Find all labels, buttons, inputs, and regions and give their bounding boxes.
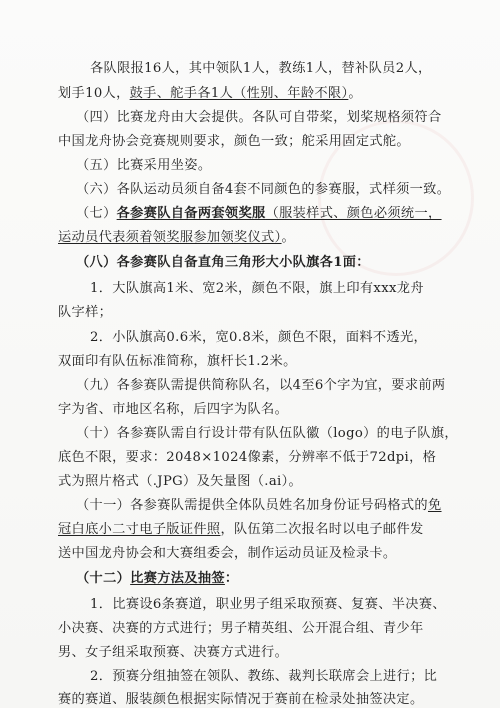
text-line: [58, 230, 295, 246]
section-11-line: [76, 498, 442, 514]
section-12-heading: [76, 571, 238, 587]
text-line: [58, 134, 410, 150]
text-line: [58, 86, 362, 102]
text-line: [58, 305, 112, 321]
underlined-text: 运动员代表须着领奖服参加领奖仪式）: [58, 230, 282, 245]
text-line: [58, 474, 302, 490]
line-text: 双面印有队伍标准简称，旗杆长1.2米。: [58, 354, 297, 369]
line-text: （六）各队运动员须自备4套不同颜色的参赛服，式样须一致。: [76, 182, 451, 197]
line-text: （八）: [76, 255, 117, 270]
line-text: 中国龙舟协会竞赛规则要求，颜色一致；舵采用固定式舵。: [58, 134, 410, 149]
line-text: 各队限报16人，其中领队1人，教练1人，替补队员2人，: [90, 61, 432, 76]
text-line: [58, 354, 297, 370]
underlined-text: 冠白底小二寸电子版证件照: [58, 522, 221, 537]
text-line: [90, 597, 446, 613]
section-9-line: [76, 378, 445, 394]
line-text: 式为照片格式（.JPG）及矢量图（.ai）。: [58, 474, 303, 489]
text-line: [90, 61, 432, 77]
line-text: 2．预赛分组抽签在领队、教练、裁判长联席会上进行；比: [90, 669, 438, 684]
line-text: ：: [224, 571, 239, 586]
line-text: 底色不限，要求：2048×1024像素，分辨率不低于72dpi，格: [58, 450, 437, 465]
underlined-text: （服装样式、颜色必须统一，: [265, 206, 442, 221]
text-line: [58, 621, 424, 637]
line-text: 队字样；: [58, 305, 113, 320]
line-text: （七）: [76, 206, 117, 221]
bold-heading: 各参赛队自备直角三角形大小队旗各1面：: [116, 255, 370, 270]
line-text: （九）各参赛队需提供简称队名，以4至6个字为宜，要求前两: [76, 378, 446, 393]
line-text: （五）比赛采用坐姿。: [76, 158, 212, 173]
line-text: 1．大队旗高1米、宽2米，颜色不限，旗上印有xxx龙舟: [90, 281, 424, 296]
bold-underlined-heading: 各参赛队自备两套领奖服: [116, 206, 266, 221]
text-line: [58, 546, 396, 562]
text-line: [58, 522, 424, 538]
underlined-text: 免: [427, 498, 442, 513]
line-text: 1．比赛设6条赛道，职业男子组采取预赛、复赛、半决赛、: [90, 597, 446, 612]
text-line: [90, 281, 424, 297]
section-10-line: [76, 426, 458, 442]
line-text: 赛的赛道、服装颜色根据实际情况于赛前在检录处抽签决定。: [58, 692, 424, 707]
text-line: [90, 669, 437, 685]
line-text: 男、女子组采取预赛、决赛方式进行。: [58, 645, 289, 660]
line-text: （十二）: [76, 571, 131, 586]
line-text: 字为省、市地区名称，后四字为队名。: [58, 402, 289, 417]
line-text: 送中国龙舟协会和大赛组委会，制作运动员证及检录卡。: [58, 546, 397, 561]
underlined-text: 鼓手、舵手各1人（性别、年龄不限）: [129, 86, 349, 101]
text-line: [90, 330, 427, 346]
line-text: （十）各参赛队需自行设计带有队伍队徽（logo）的电子队旗，: [76, 426, 458, 441]
line-text: 。: [281, 230, 296, 245]
section-8-heading: [76, 255, 370, 271]
text-line: [58, 450, 436, 466]
underlined-heading: 比赛方法及抽签: [130, 571, 225, 586]
line-text: 2．小队旗高0.6米，宽0.8米，颜色不限，面料不透光，: [90, 330, 428, 345]
section-4-line: [76, 110, 442, 126]
section-7-line: [76, 206, 442, 222]
line-text: （十一）各参赛队需提供全体队员姓名加身份证号码格式的: [76, 498, 428, 513]
line-text: ，队伍第二次报名时以电子邮件发: [220, 522, 424, 537]
text-line: [58, 645, 288, 661]
line-text: 小决赛、决赛的方式进行；男子精英组、公开混合组、青少年: [58, 621, 424, 636]
line-text: 。: [348, 86, 362, 101]
text-line: [58, 692, 424, 708]
text-line: [58, 402, 288, 418]
line-text: 划手10人，: [58, 86, 130, 101]
line-text: （四）比赛龙舟由大会提供。各队可自带桨，划桨规格须符合: [76, 110, 442, 125]
section-5-line: [76, 158, 211, 174]
section-6-line: [76, 182, 450, 198]
